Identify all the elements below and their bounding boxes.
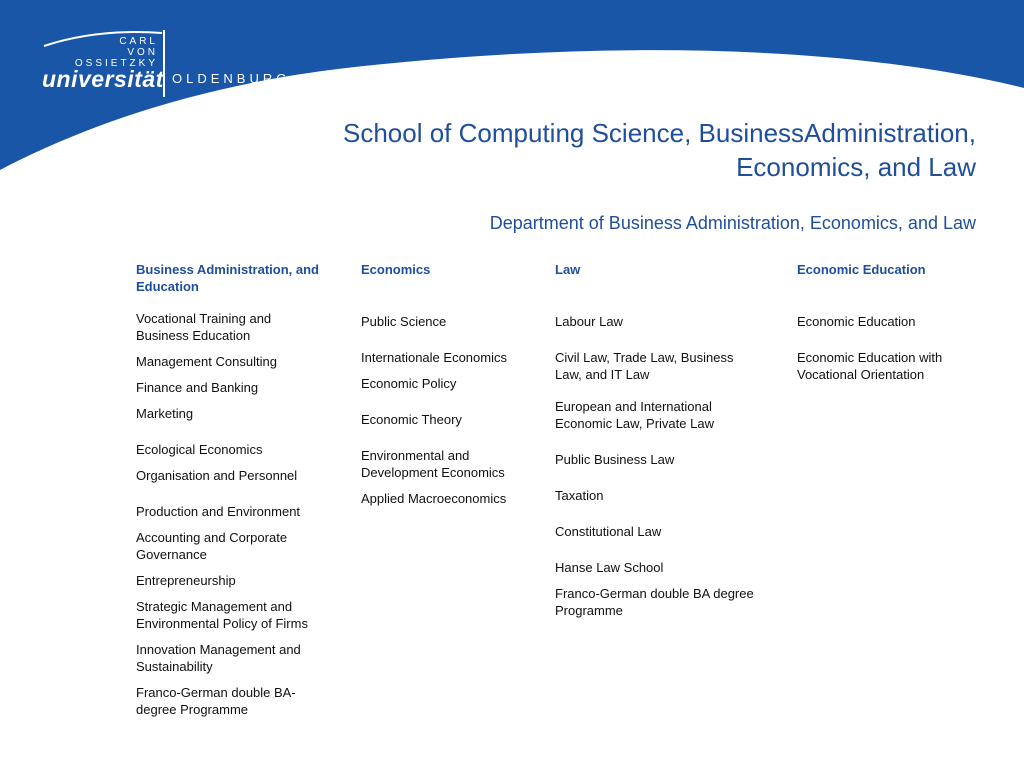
list-item: Franco-German double BA-degree Programme [136,685,296,717]
list-item: Strategic Management and Environmental Policy of Firms [136,599,308,631]
page-title [216,116,976,184]
column-business-administration [136,261,326,718]
column-heading: Business Administration, and Education [136,262,319,294]
column-list [136,310,326,718]
list-item: Economic Policy [361,376,457,391]
list-item: Economic Theory [361,412,462,427]
column-economic-education [797,261,997,383]
column-economics [361,261,541,507]
list-item: Economic Education [797,314,916,329]
list-item: Hanse Law School [555,560,664,575]
logo-city-word: OLDENBURG [172,71,291,86]
page-subtitle: Department of Business Administration, Economics, and Law [489,213,976,233]
list-item: Franco-German double BA degree Programme [555,586,754,618]
list-item: Marketing [136,406,194,421]
list-item: Finance and Banking [136,380,259,395]
list-item: Taxation [555,488,604,503]
logo-line-von: VON [127,47,158,58]
logo-line-ossietzky: OSSIETZKY [74,58,158,69]
list-item: Entrepreneurship [136,573,236,588]
list-item: Applied Macroeconomics [361,491,507,506]
list-item: Constitutional Law [555,524,662,539]
list-item: Economic Education with Vocational Orientation [797,350,943,382]
list-item: Public Business Law [555,452,675,467]
list-item: Organisation and Personnel [136,468,298,483]
logo-university-word: universität [42,66,164,92]
column-list [361,313,541,507]
column-law [555,261,755,619]
list-item: Environmental and Development Economics [361,448,505,480]
list-item: Accounting and Corporate Governance [136,530,288,562]
page-title-line-1: School of Computing Science, BusinessAdministration, [343,118,976,148]
list-item: Management Consulting [136,354,277,369]
list-item: European and International Economic Law, Private Law [555,399,714,431]
list-item: Public Science [361,314,447,329]
column-list [555,313,755,619]
column-heading: Economics [361,262,431,277]
list-item: Internationale Economics [361,350,507,365]
logo-line-carl: CARL [119,36,158,47]
list-item: Labour Law [555,314,623,329]
page-title-line-2: Economics, and Law [736,152,976,182]
column-heading: Law [555,262,581,277]
column-heading: Economic Education [797,262,926,277]
list-item: Production and Environment [136,504,301,519]
list-item: Civil Law, Trade Law, Business Law, and IT Law [555,350,734,382]
list-item: Ecological Economics [136,442,263,457]
column-list [797,313,997,383]
list-item: Innovation Management and Sustainability [136,642,301,674]
list-item: Vocational Training and Business Education [136,311,272,343]
